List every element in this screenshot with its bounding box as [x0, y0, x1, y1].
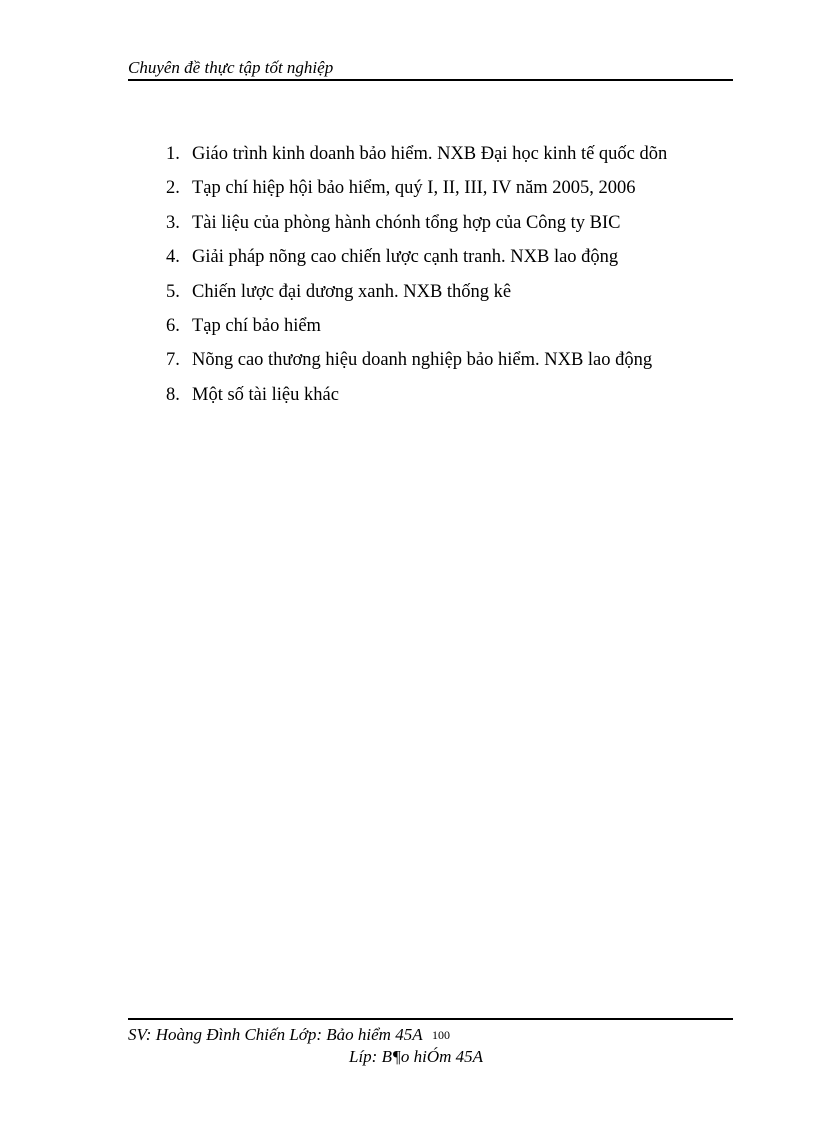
reference-text: Tạp chí bảo hiểm	[192, 315, 321, 336]
reference-number: 3.	[166, 212, 180, 233]
reference-number: 6.	[166, 315, 180, 336]
reference-text: Tài liệu của phòng hành chónh tổng hợp của Công ty BIC	[192, 212, 621, 233]
reference-item	[166, 279, 667, 313]
reference-item	[166, 175, 667, 209]
reference-number: 8.	[166, 384, 180, 405]
reference-number: 5.	[166, 281, 180, 302]
reference-text: Chiến lược đại dương xanh. NXB thống kê	[192, 281, 512, 302]
reference-item	[166, 210, 667, 244]
reference-item	[166, 313, 667, 347]
reference-number: 7.	[166, 350, 180, 371]
reference-number: 2.	[166, 178, 180, 199]
reference-text: Giáo trình kinh doanh bảo hiểm. NXB Đại học kinh tế quốc dõn	[192, 144, 668, 164]
page-header	[128, 57, 733, 81]
reference-text: Nõng cao thương hiệu doanh nghiệp bảo hiểm. NXB lao động	[192, 350, 653, 371]
footer-divider	[128, 1018, 733, 1020]
reference-item	[166, 244, 667, 278]
reference-text: Giải pháp nõng cao chiến lược cạnh tranh. NXB lao động	[192, 247, 619, 268]
reference-number: 1.	[166, 144, 180, 164]
reference-item	[166, 347, 667, 381]
footer-class-info: Líp: B¶o hiÓm 45A	[349, 1047, 484, 1066]
page-number: 100	[432, 1028, 450, 1042]
footer-student-info: SV: Hoàng Đình Chiến Lớp: Bảo hiểm 45A	[128, 1025, 423, 1044]
reference-text: Tạp chí hiệp hội bảo hiểm, quý I, II, III, IV năm 2005, 2006	[192, 178, 636, 199]
reference-list	[166, 141, 667, 416]
header-title: Chuyên đề thực tập tốt nghiệp	[128, 58, 334, 77]
reference-text: Một số tài liệu khác	[192, 384, 339, 405]
reference-item	[166, 141, 667, 175]
reference-number: 4.	[166, 247, 180, 268]
reference-item	[166, 382, 667, 416]
